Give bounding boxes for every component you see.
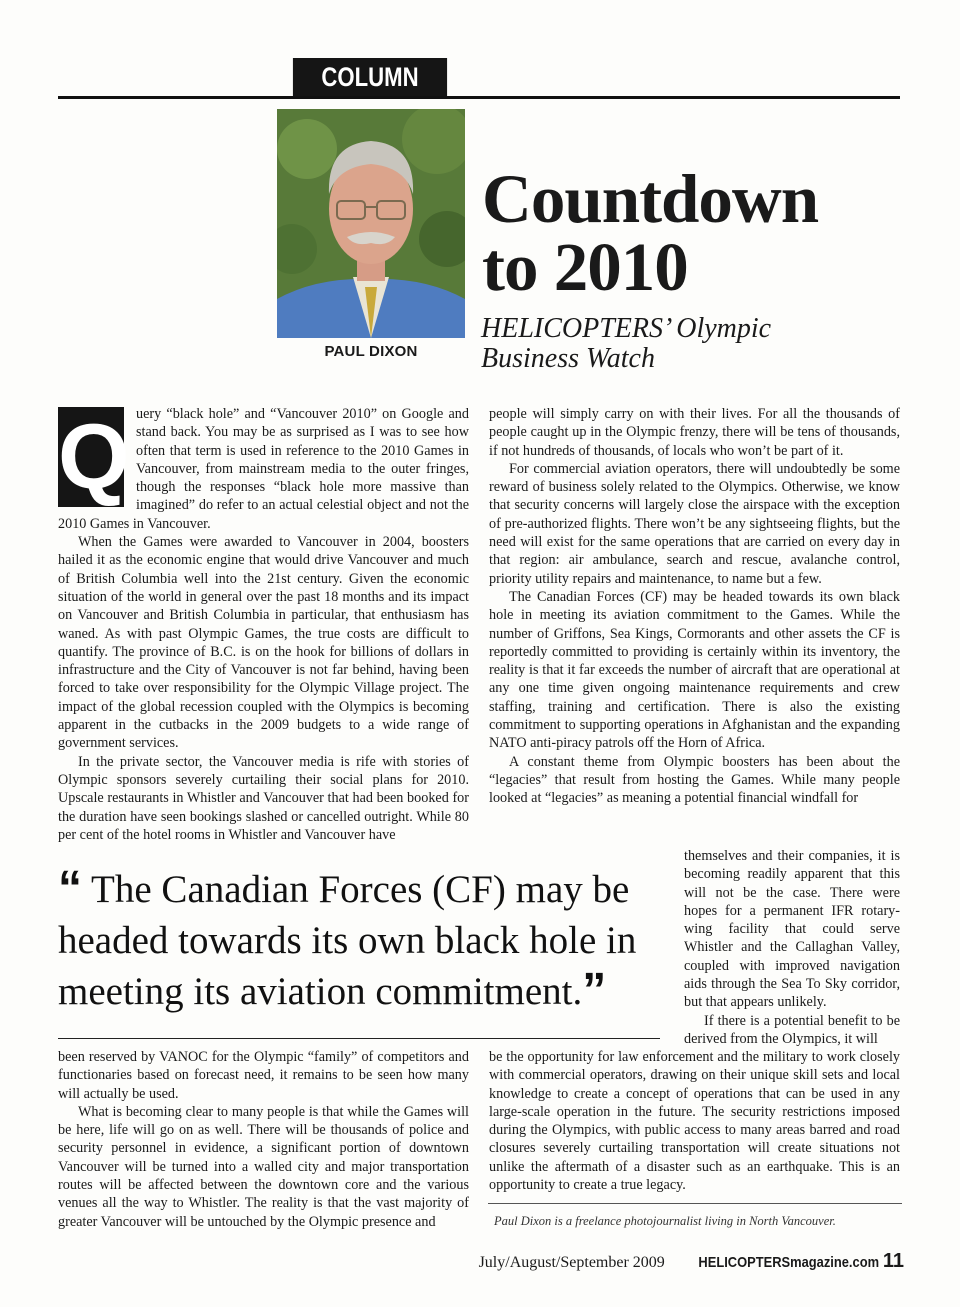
pull-quote-text: The Canadian Forces (CF) may be headed towards its own black hole in meeting its aviation commitment.: [58, 868, 637, 1013]
author-photo: [277, 109, 465, 338]
author-portrait-image: [277, 109, 465, 338]
pull-quote-rule: [58, 1038, 660, 1039]
open-quote-mark: “: [58, 862, 82, 915]
issue-date: July/August/September 2009: [478, 1254, 665, 1271]
paragraph: A constant theme from Olympic boosters has been about the “legacies” that result from hosting the Games. While many people looked at “legacies” as meaning a potential financial windfall for: [489, 753, 900, 807]
title-line-1: Countdown: [482, 161, 819, 237]
paragraph: The Canadian Forces (CF) may be headed towards its own black hole in meeting its aviation commitment to the Games. While the number of Griffons, Sea Kings, Cormorants and other assets the CF is reportedly committed to providing is certainly within its inventory, the reality is that it far exceeds the number of aircraft that are operational at any one time given ongoing maintenance requirements and crew staffing, training and certification. There is also the existing commitment to supporting operations in Afghanistan and the expanding NATO anti-piracy patrols off the Horn of Africa.: [489, 588, 900, 752]
paragraph: people will simply carry on with their lives. For all the thousands of people caught up in the Olympic frenzy, there will be tens of thousands, if not hundreds of thousands, of locals who won’t be part of it.: [489, 406, 900, 459]
paragraph: themselves and their companies, it is becoming readily apparent that this will not be the case. There were hopes for a permanent IFR rotary-wing facility that could serve Whistler and the Callaghan Valley, coupled with improved navigation aids through the Sea To Sky corridor, but that appears unlikely.: [684, 848, 900, 1011]
title-line-2: to 2010: [482, 229, 688, 305]
subtitle-line-1: HELICOPTERS’ Olympic: [481, 313, 772, 344]
paragraph: What is becoming clear to many people is that while the Games will be here, life will go on as well. There will be thousands of police and security personnel in evidence, a significant portion of downtown Vancouver will be turned into a walled city and major transportation routes will be affected between the downtown core and the various venues all the way to Whistler. The reality is that the vast majority of greater Vancouver will be untouched by the Olympic presence and: [58, 1103, 469, 1230]
article-subtitle: [481, 314, 901, 374]
close-quote-mark: ”: [582, 964, 607, 1017]
paragraph: If there is a potential benefit to be derived from the Olympics, it will: [684, 1012, 900, 1047]
bio-rule: [488, 1203, 902, 1204]
page-footer: [479, 1250, 904, 1273]
magazine-url: HELICOPTERSmagazine.com: [698, 1254, 879, 1271]
paragraph: been reserved by VANOC for the Olympic “family” of competitors and functionaries based on forecast need, it remains to be seen how many will actually be used.: [58, 1049, 469, 1102]
column-2-narrow: [684, 847, 900, 1048]
section-label: COLUMN: [293, 58, 447, 97]
column-1-bottom: [58, 1048, 469, 1231]
author-bio: Paul Dixon is a freelance photojournalist living in North Vancouver.: [494, 1214, 836, 1228]
paragraph: When the Games were awarded to Vancouver in 2004, boosters hailed it as the economic engine that would drive Vancouver and much of British Columbia well into the 21st century. Given the economic situation of the world in general over the past 18 months and its impact on Vancouver and British Columbia in particular, that enthusiasm has waned. As with past Olympic Games, the true costs are difficult to quantify. The province of B.C. is on the hook for billions of dollars in infrastructure and the City of Vancouver is not far behind, having been forced to take over responsibility for the Olympic Village project. The impact of the global recession coupled with the Olympics is becoming apparent in the cutbacks in the 2009 budgets to a wide range of government services.: [58, 534, 469, 752]
pull-quote: [58, 864, 658, 1017]
column-2-bottom: [489, 1048, 900, 1194]
paragraph: be the opportunity for law enforcement and the military to work closely with commercial operators, drawing on their unique skill sets and local knowledge to create a concept of operations that can be used in any large-scale operation in the future. The security restrictions imposed during the Olympics, with public access to many areas barred and road closures severely curtailing transportation will create situations not unlike the aftermath of a disaster such as an earthquake. This is an opportunity to create a true legacy.: [489, 1049, 900, 1194]
column-1-top: [58, 405, 469, 844]
paragraph: In the private sector, the Vancouver media is rife with stories of Olympic sponsors severely curtailing their social plans for 2010. Upscale restaurants in Whistler and Vancouver that had been booked for the duration have seen bookings slashed or cancelled outright. While 80 per cent of the hotel rooms in Whistler and Vancouver have: [58, 753, 469, 843]
author-name: PAUL DIXON: [324, 343, 418, 360]
header-rule: [58, 96, 900, 99]
paragraph: uery “black hole” and “Vancouver 2010” on Google and stand back. You may be as surprised as I was to see how often that term is used in reference to the 2010 Games in Vancouver, from mainstream media to the outer fringes, though the responses “black hole more massive than imagined” do refer to an actual celestial object and not the 2010 Games in Vancouver.: [58, 406, 469, 532]
page-number: 11: [882, 1250, 904, 1272]
subtitle-line-2: Business Watch: [481, 343, 655, 374]
article-title: [482, 161, 902, 305]
paragraph: For commercial aviation operators, there will undoubtedly be some reward of business solely related to the Olympics. Otherwise, we know that security concerns will largely close the airspace with the exception of pre-authorized flights. There won’t be any sightseeing flights, but the need will exist for the same operations that are carried on every day in that region: air ambulance, search and rescue, avalanche control, priority utility repairs and maintenance, to name but a few.: [489, 460, 900, 587]
column-2-top: [489, 405, 900, 808]
drop-cap: Q: [58, 406, 130, 508]
